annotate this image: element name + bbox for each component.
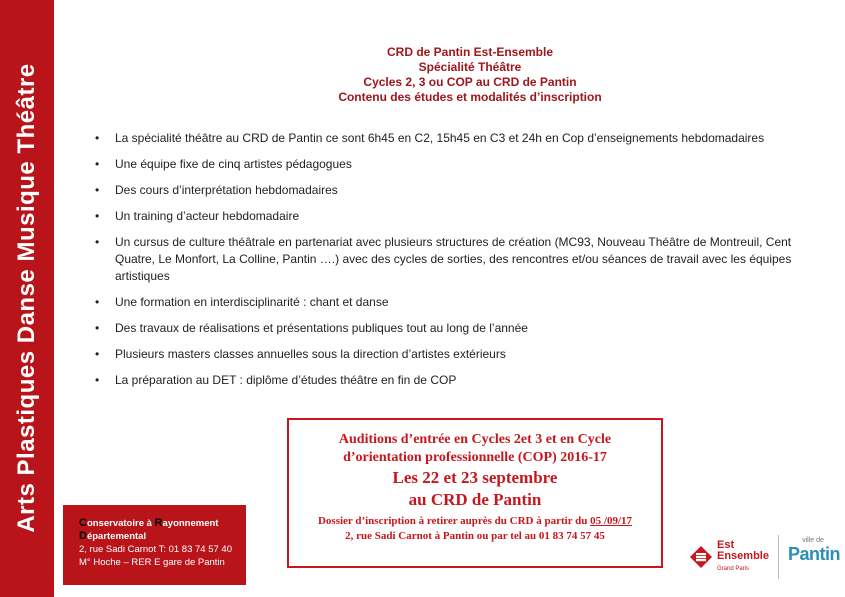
pantin-logo: ville de Pantin: [788, 537, 841, 564]
list-item: • Un training d’acteur hebdomadaire: [95, 209, 300, 223]
bullet-icon: •: [95, 209, 100, 223]
content-list: [95, 130, 815, 398]
audition-dossier-date: 05 /09/17: [590, 515, 633, 527]
title-line-2: Spécialité Théâtre: [418, 60, 522, 74]
list-item: • Plusieurs masters classes annuelles sous la direction d’artistes extérieurs: [95, 347, 506, 361]
est-ensemble-logo: Est Ensemble Grand Paris: [689, 540, 769, 574]
est-ensemble-mark-icon: [689, 545, 713, 569]
crd-name-line-1: Conservatoire à Rayonnement: [79, 517, 219, 529]
list-item: • Des cours d’interprétation hebdomadaires: [95, 183, 338, 197]
bullet-icon: •: [95, 157, 100, 171]
title-line-3: Cycles 2, 3 ou COP au CRD de Pantin: [363, 75, 577, 89]
bullet-icon: •: [95, 373, 100, 387]
bullet-icon: •: [95, 295, 100, 309]
crd-address: 2, rue Sadi Carnot T: 01 83 74 57 40: [79, 544, 232, 555]
list-item: • La spécialité théâtre au CRD de Pantin ce sont 6h45 en C2, 15h45 en C3 et 24h en Cop d’enseignements hebdomadaires: [95, 131, 765, 145]
audition-location: au CRD de Pantin: [408, 490, 542, 509]
logo-divider: [778, 535, 779, 579]
audition-line-2: d’orientation professionnelle (COP) 2016-17: [343, 450, 607, 465]
list-item: • Des travaux de réalisations et présentations publiques tout au long de l’année: [95, 321, 528, 335]
audition-box: [287, 418, 663, 568]
bullet-icon: •: [95, 347, 100, 361]
crd-name-line-2: Départemental: [79, 530, 147, 542]
side-banner: [0, 0, 54, 597]
title-line-1: CRD de Pantin Est-Ensemble: [386, 45, 554, 59]
audition-line-1: Auditions d’entrée en Cycles 2et 3 et en Cycle: [338, 432, 612, 447]
crd-info-box: [63, 505, 246, 585]
bullet-icon: •: [95, 183, 100, 197]
list-item: • Une formation en interdisciplinarité : chant et danse: [95, 295, 389, 309]
bullet-icon: •: [95, 235, 100, 249]
audition-contact: 2, rue Sadi Carnot à Pantin ou par tel au 01 83 74 57 45: [345, 530, 605, 542]
title-line-4: Contenu des études et modalités d’inscription: [338, 90, 602, 104]
list-item: • Un cursus de culture théâtrale en partenariat avec plusieurs structures de création (MC93, Nouveau Théâtre de Montreuil, Cent Quatre, Le Monfort, La Colline, Pantin ….) avec des cycles de sorties, des rencontres et/ou séances de travail avec les équipes artistiques: [95, 235, 792, 283]
list-item: • La préparation au DET : diplôme d’études théâtre en fin de COP: [95, 373, 457, 387]
crd-metro: M° Hoche – RER E gare de Pantin: [79, 557, 225, 568]
list-item: • Une équipe fixe de cinq artistes pédagogues: [95, 157, 352, 171]
bullet-icon: •: [95, 131, 100, 145]
bullet-icon: •: [95, 321, 100, 335]
audition-dates: Les 22 et 23 septembre: [392, 468, 558, 487]
page-title: [200, 45, 740, 105]
side-banner-text: Arts Plastiques Danse Musique Théâtre: [13, 63, 40, 533]
audition-dossier: Dossier d’inscription à retirer auprès du CRD à partir du 05 /09/17: [317, 515, 633, 527]
